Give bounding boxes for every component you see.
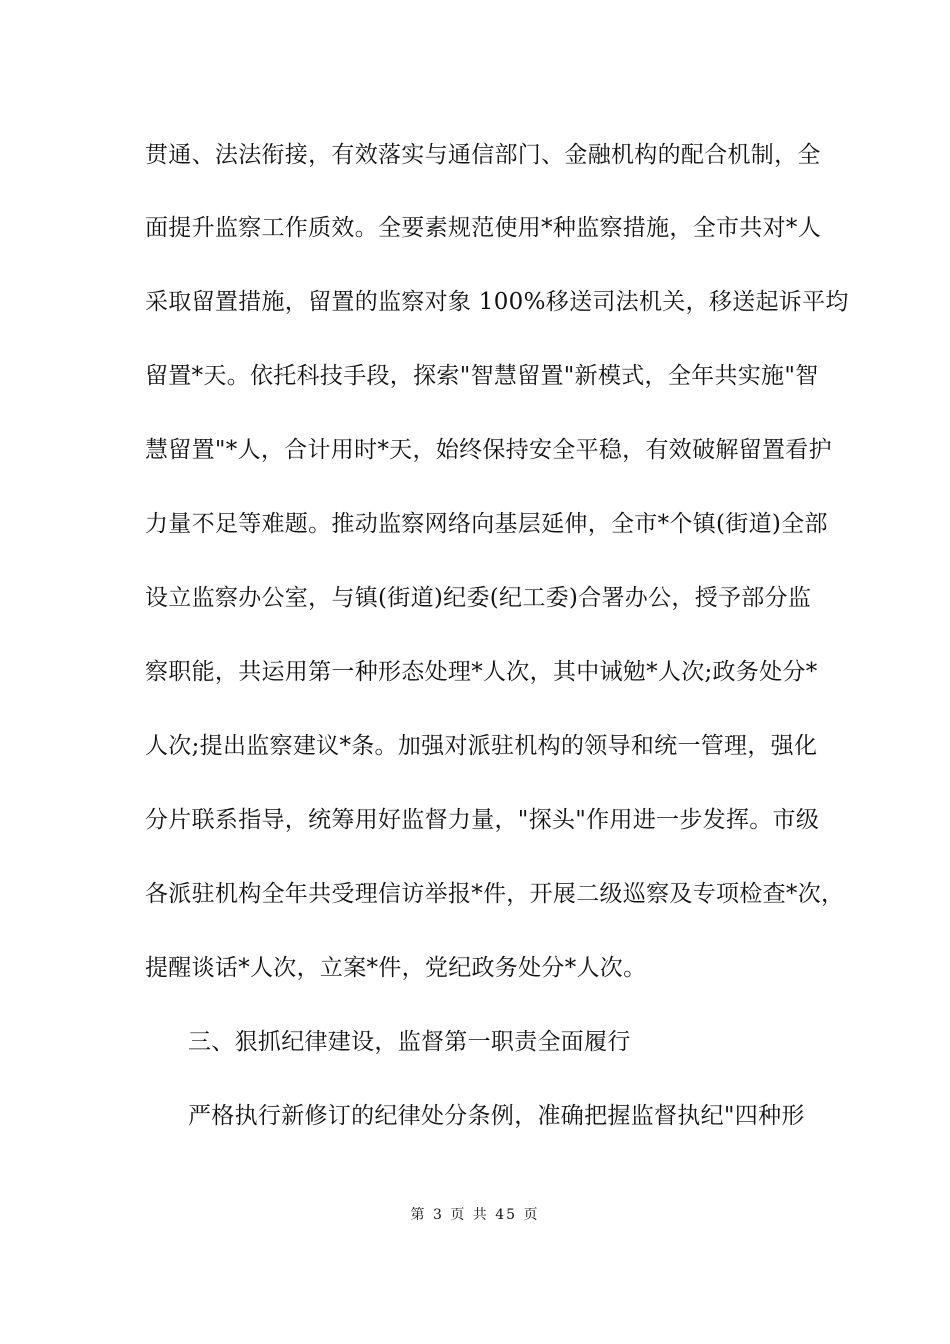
body-text-line: 慧留置"*人，合计用时*天，始终保持安全平稳，有效破解留置看护: [145, 437, 832, 463]
current-page-number: 3: [432, 1207, 444, 1223]
body-text-line: 提醒谈话*人次，立案*件，党纪政务处分*人次。: [145, 955, 647, 981]
body-text-line: 留置*天。依托科技手段，探索"智慧留置"新模式，全年共实施"智: [145, 363, 819, 389]
total-pages-number: 45: [495, 1207, 518, 1223]
footer-prefix: 第: [410, 1207, 427, 1223]
section-heading: 三、狠抓纪律建设，监督第一职责全面履行: [188, 1029, 631, 1055]
page-footer: [0, 1206, 950, 1224]
footer-suffix: 页: [523, 1207, 540, 1223]
body-text-line: 采取留置措施，留置的监察对象 100%移送司法机关，移送起诉平均: [145, 289, 849, 315]
body-text-line: 察职能，共运用第一种形态处理*人次，其中诫勉*人次;政务处分*: [145, 659, 818, 685]
body-text-line: 设立监察办公室，与镇(街道)纪委(纪工委)合署办公，授予部分监: [145, 585, 812, 611]
body-text-line: 面提升监察工作质效。全要素规范使用*种监察措施，全市共对*人: [145, 215, 821, 241]
paragraph-start-line: 严格执行新修订的纪律处分条例，准确把握监督执纪"四种形: [188, 1103, 805, 1129]
body-text-line: 力量不足等难题。推动监察网络向基层延伸，全市*个镇(街道)全部: [145, 511, 828, 537]
body-text-line: 贯通、法法衔接，有效落实与通信部门、金融机构的配合机制，全: [145, 142, 821, 168]
body-text-line: 人次;提出监察建议*条。加强对派驻机构的领导和统一管理，强化: [145, 733, 818, 759]
body-text-line: 分片联系指导，统筹用好监督力量，"探头"作用进一步发挥。市级: [145, 807, 820, 833]
footer-middle: 页 共: [450, 1207, 489, 1223]
body-text-line: 各派驻机构全年共受理信访举报*件，开展二级巡察及专项检查*次，: [145, 881, 845, 907]
